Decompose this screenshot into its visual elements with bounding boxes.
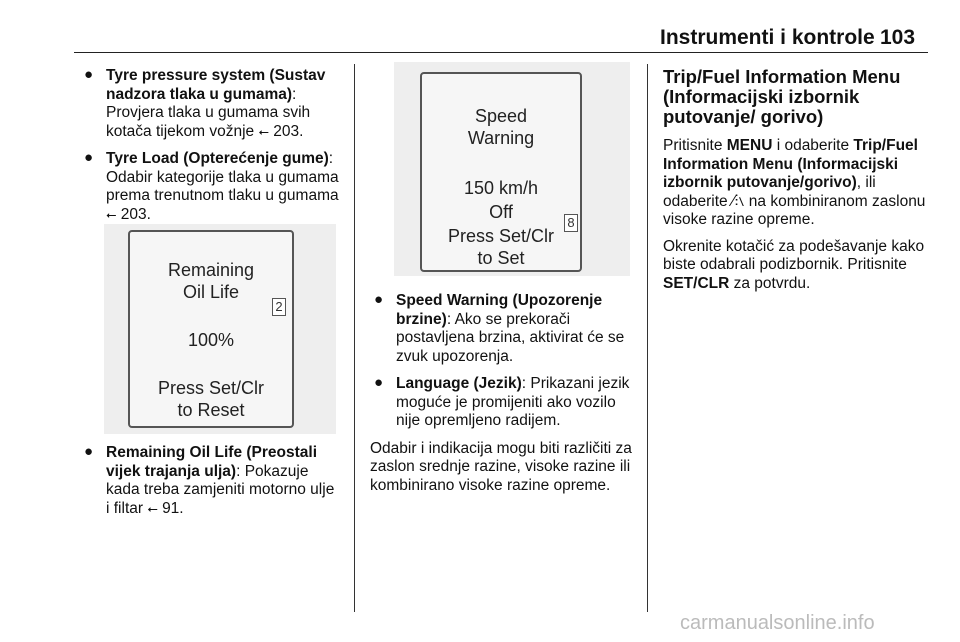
page-reference[interactable]: 203. xyxy=(273,122,304,140)
display-text: to Reset xyxy=(177,400,245,420)
paragraph xyxy=(663,137,929,230)
text: Okrenite kotačić za podešavanje kako biste odabrali podizbornik. Pritisnite xyxy=(663,237,925,273)
item-title: Language (Jezik) xyxy=(396,375,522,392)
bullet-icon: ● xyxy=(374,374,384,391)
column-separator-2 xyxy=(647,64,648,612)
figure-oil-life xyxy=(104,224,336,434)
bullet-icon: ● xyxy=(84,66,94,83)
page-number: 103 xyxy=(880,26,916,49)
display-text: Off xyxy=(489,202,513,222)
display-text: 100% xyxy=(187,330,235,350)
page-reference[interactable]: 203. xyxy=(120,205,151,223)
page-reference[interactable]: 91. xyxy=(162,499,184,517)
text: za potvrdu. xyxy=(729,274,811,292)
display-text: Oil Life xyxy=(182,282,240,302)
watermark: carmanualsonline.info xyxy=(680,612,875,634)
display-screen xyxy=(420,72,582,272)
text: Pritisnite xyxy=(663,137,727,154)
text: na kombiniranom zaslonu visoke razine opreme. xyxy=(663,192,926,228)
display-text: Speed xyxy=(474,106,528,126)
page-reference-icon: ⭠ xyxy=(147,500,158,516)
menu-name: Trip/Fuel Information Menu (Informacijski izbornik putovanje/gorivo) xyxy=(663,137,918,191)
list-item xyxy=(80,67,342,141)
list-item xyxy=(80,150,342,224)
item-title: Tyre Load (Opterećenje gume) xyxy=(106,150,329,167)
set-clr-button-label: SET/CLR xyxy=(663,274,730,292)
steering-control-icon: ∕⫶∖ xyxy=(731,192,745,210)
text: , ili odaberite xyxy=(663,174,876,210)
item-title: Speed Warning (Upozorenje brzine) xyxy=(396,292,603,328)
item-title: Tyre pressure system (Sustav nadzora tlaka u gumama) xyxy=(106,67,326,103)
display-text: 150 km/h xyxy=(463,178,539,198)
item-text: : Ako se prekorači postavljena brzina, aktivirat će se zvuk upozorenja. xyxy=(396,310,625,365)
page-header-title: Instrumenti i kontrole xyxy=(660,26,875,49)
column-3 xyxy=(663,67,929,301)
list-item xyxy=(370,375,636,431)
item-text: : Provjera tlaka u gumama svih kotača tijekom vožnje xyxy=(106,85,311,140)
display-text: Remaining xyxy=(167,260,255,280)
display-text: Press Set/Clr xyxy=(157,378,265,398)
header-rule xyxy=(74,52,928,53)
item-text: : Pokazuje kada treba zamjeniti motorno ulje i filtar xyxy=(106,462,335,517)
column-1-lower xyxy=(80,444,342,527)
column-1 xyxy=(80,67,342,233)
paragraph: Odabir i indikacija mogu biti različiti za zaslon srednje razine, visoke razine ili kombinirano visoke razine opreme. xyxy=(370,439,632,494)
text: i odaberite xyxy=(772,137,854,154)
item-text: : Odabir kategorije tlaka u gumama prema trenutnom tlaku u gumama xyxy=(106,150,339,204)
figure-marker: 8 xyxy=(564,214,578,232)
bullet-icon: ● xyxy=(84,443,94,460)
display-text: Press Set/Clr xyxy=(447,226,555,246)
display-text: Warning xyxy=(467,128,535,148)
paragraph xyxy=(663,238,929,294)
column-separator-1 xyxy=(354,64,355,612)
section-heading: Trip/Fuel Information Menu (Informacijski izbornik putovanje/ gorivo) xyxy=(663,66,901,127)
bullet-icon: ● xyxy=(374,291,384,308)
list-item xyxy=(370,292,636,366)
menu-button-label: MENU xyxy=(726,137,773,154)
item-text: : Prikazani jezik moguće je promijeniti ako vozilo nije opremljeno radijem. xyxy=(396,375,630,429)
bullet-icon: ● xyxy=(84,149,94,166)
display-screen xyxy=(128,230,294,428)
page-reference-icon: ⭠ xyxy=(106,206,117,222)
list-item xyxy=(80,444,342,518)
item-title: Remaining Oil Life (Preostali vijek trajanja ulja) xyxy=(106,444,318,480)
figure-marker: 2 xyxy=(272,298,286,316)
figure-speed-warning xyxy=(394,62,630,276)
page-reference-icon: ⭠ xyxy=(258,123,269,139)
column-2 xyxy=(370,292,636,503)
display-text: to Set xyxy=(477,248,525,268)
